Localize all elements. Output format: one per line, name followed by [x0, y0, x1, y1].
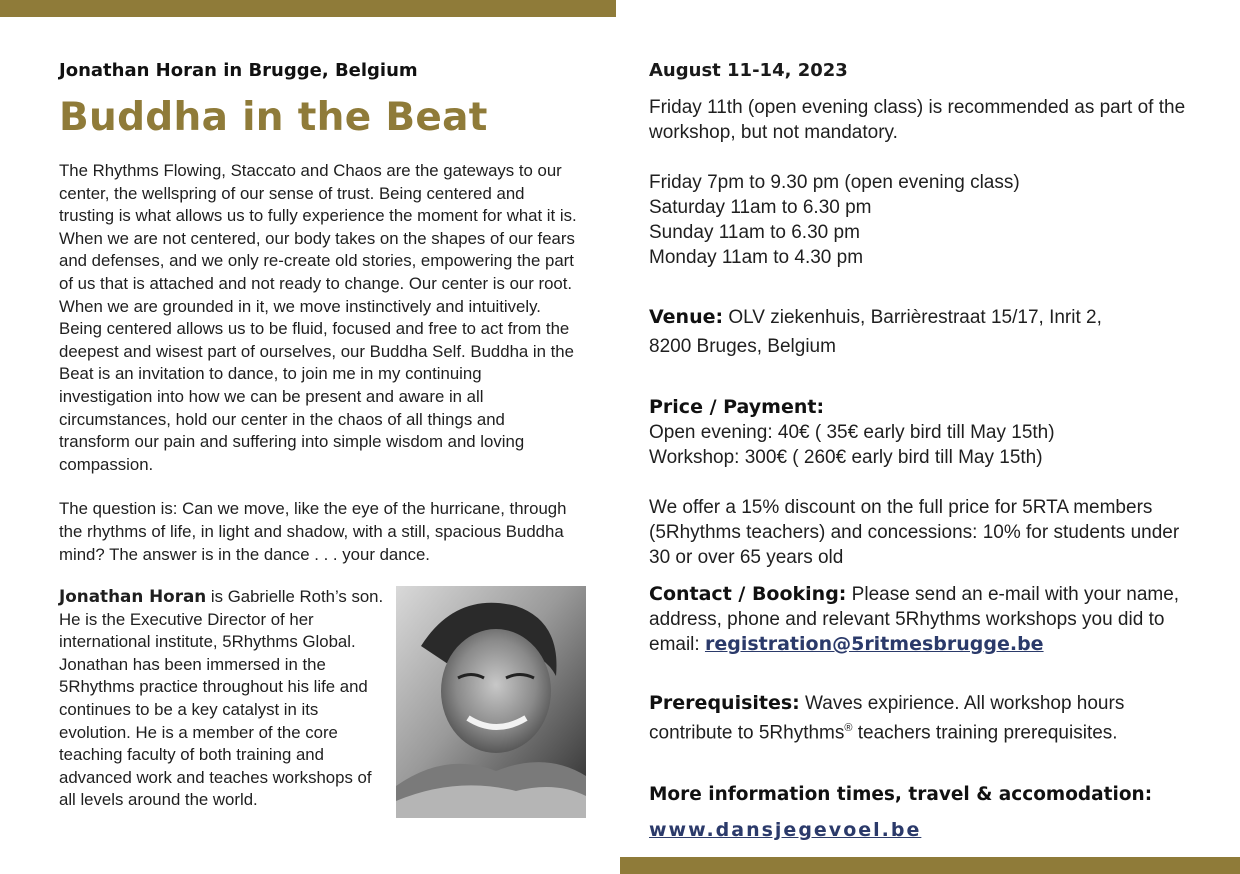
prereq-label: Prerequisites: — [649, 692, 800, 714]
schedule — [649, 170, 1189, 270]
question-paragraph: The question is: Can we move, like the eye of the hurricane, through the rhythms of life, in light and shadow, with a still, spacious Buddha mind? The answer is in the dance . . . your dance. — [59, 499, 567, 564]
prerequisites-section — [649, 691, 1189, 745]
more-info-heading: More information times, travel & accomodation: — [649, 784, 1153, 806]
contact-label: Contact / Booking: — [649, 583, 847, 605]
venue — [649, 303, 1189, 361]
website-link[interactable]: www.dansjegevoel.be — [649, 819, 922, 842]
event-subheading: Jonathan Horan in Brugge, Belgium — [59, 60, 418, 81]
schedule-saturday: Saturday 11am to 6.30 pm — [649, 197, 872, 218]
prereq-text1: Waves expirience. All workshop hours contribute to 5Rhythms — [649, 693, 1125, 744]
registered-mark: ® — [844, 722, 853, 734]
price-open-evening: Open evening: 40€ ( 35€ early bird till May 15th) — [649, 422, 1055, 443]
prereq-text2: teachers training prerequisites. — [852, 722, 1118, 744]
contact-email-link[interactable]: registration@5ritmesbrugge.be — [704, 633, 1044, 655]
discount-info: We offer a 15% discount on the full price for 5RTA members (5Rhythms teachers) and concessions: 10% for students under 30 or over 65 years old — [649, 497, 1180, 568]
event-title: Buddha in the Beat — [59, 95, 488, 140]
portrait-photo — [396, 586, 586, 818]
price-section — [649, 395, 1189, 470]
bio-section — [59, 585, 579, 825]
venue-label: Venue: — [649, 306, 724, 328]
contact-text: Please send an e-mail with your name, address, phone and relevant 5Rhythms workshops you did to email: — [649, 584, 1180, 655]
schedule-friday: Friday 7pm to 9.30 pm (open evening class) — [649, 172, 1020, 193]
venue-line1: OLV ziekenhuis, Barrièrestraat 15/17, Inrit 2, — [723, 307, 1102, 328]
event-date: August 11-14, 2023 — [649, 60, 848, 81]
portrait-image-icon — [396, 586, 586, 818]
friday-note: Friday 11th (open evening class) is recommended as part of the workshop, but not mandatory. — [649, 97, 1186, 143]
intro-paragraph: The Rhythms Flowing, Staccato and Chaos are the gateways to our center, the wellspring of our sense of trust. Being centered and trusting is what allows us to fully experience the moment for what it is. When we are not centered, our body takes on the shapes of our fears and defenses, and we only re-create old stories, empowering the part of us that is attached and not ready to change. Our center is our root. When we are grounded in it, we move instinctively and intuitively. Being centered allows us to be fluid, focused and free to act from the deepest and wisest part of ourselves, our Buddha Self. Buddha in the Beat is an invitation to dance, to join me in my continuing investigation into how we can be present and aware in all circumstances, hold our center in the chaos of all things and transform our pain and suffering into simple wisdom and loving compassion. — [59, 161, 577, 474]
website-row — [649, 819, 1189, 841]
bio-text: is Gabrielle Roth’s son. He is the Executive Director of her international institute, 5Rhythms Global. Jonathan has been immersed in the 5Rhythms practice throughout his life and continues to be a key catalyst in its evolution. He is a member of the core teaching faculty of both training and advanced work and teaches workshops of all levels around the world. — [59, 587, 384, 810]
price-workshop: Workshop: 300€ ( 260€ early bird till May 15th) — [649, 447, 1043, 468]
left-column — [59, 60, 579, 825]
top-accent-bar — [0, 0, 616, 17]
bio-name: Jonathan Horan — [59, 586, 207, 607]
schedule-monday: Monday 11am to 4.30 pm — [649, 247, 864, 268]
price-label: Price / Payment: — [649, 396, 825, 418]
right-column — [649, 60, 1189, 841]
bio-paragraph — [59, 585, 384, 812]
schedule-sunday: Sunday 11am to 6.30 pm — [649, 222, 860, 243]
venue-line2: 8200 Bruges, Belgium — [649, 336, 836, 357]
bottom-accent-bar — [620, 857, 1240, 874]
contact-section — [649, 582, 1189, 657]
